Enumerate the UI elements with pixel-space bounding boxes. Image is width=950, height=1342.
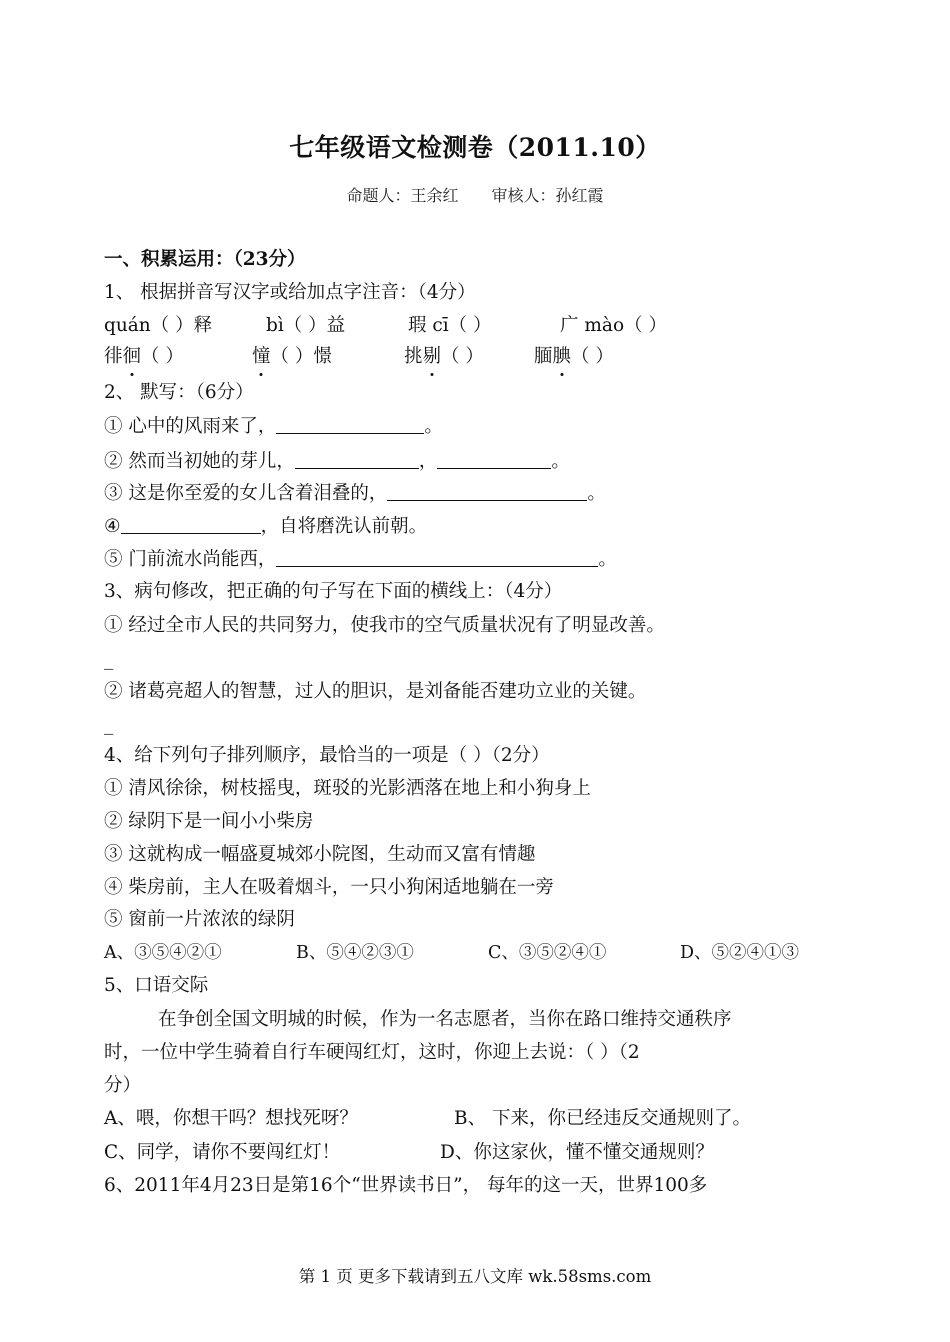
q4-option-d[interactable]: D、⑤②④①③ [680, 943, 800, 963]
answer-blank[interactable] [121, 515, 261, 534]
q2-line2 [104, 450, 570, 474]
answer-blank[interactable] [437, 450, 551, 469]
q1-item: 瑕 cī（ ） [408, 315, 492, 336]
q2-text: ， [418, 451, 438, 472]
page-title: 七年级语文检测卷（2011.10） [289, 133, 661, 162]
dotted-char: 徊 [122, 346, 142, 367]
q1-item [404, 345, 534, 369]
q4-option-a[interactable]: A、③⑤④②① [104, 943, 222, 963]
q5-option-c[interactable]: C、同学，请你不要闯红灯！ [104, 1142, 341, 1163]
q5-options-row1 [104, 1107, 751, 1131]
q1-blank: （ ） [141, 346, 184, 367]
q4-item: ⑤ 窗前一片浓浓的绿阴 [104, 909, 295, 930]
q5-prompt: 5、口语交际 [104, 975, 209, 996]
q1-char: 腼 [534, 346, 553, 367]
q2-text: ① 心中的风雨来了， [104, 416, 277, 437]
q5-option-b[interactable]: B、 下来，你已经违反交通规则了。 [454, 1108, 751, 1129]
q4-prompt: 4、给下列句子排列顺序，最恰当的一项是（ ）（2分） [104, 745, 550, 766]
q3-answer-mark: _ [104, 649, 114, 670]
q5-option-a[interactable]: A、喂，你想干吗？想找死呀？ [104, 1108, 358, 1129]
q5-option-d[interactable]: D、你这家伙，懂不懂交通规则？ [440, 1142, 714, 1163]
answer-blank[interactable] [295, 450, 419, 469]
q3-sentence-2: ② 诸葛亮超人的智慧，过人的胆识，是刘备能否建功立业的关键。 [104, 681, 647, 702]
q4-option-c[interactable]: C、③⑤②④① [488, 943, 607, 963]
q2-text: 。 [424, 416, 443, 437]
dotted-char: 腆 [552, 346, 572, 367]
q2-line4 [104, 515, 427, 539]
dotted-char: 剔 [422, 346, 442, 367]
q5-paragraph: 时，一位中学生骑着自行车硬闯红灯，这时，你迎上去说：（ ）（2 [104, 1042, 640, 1063]
dotted-char: 憧 [252, 346, 271, 367]
q3-prompt: 3、病句修改，把正确的句子写在下面的横线上：（4分） [104, 581, 563, 602]
page-footer: 第 1 页 更多下载请到五八文库 wk.58sms.com [298, 1267, 652, 1286]
q2-line5 [104, 548, 617, 572]
q4-item: ① 清风徐徐，树枝摇曳，斑驳的光影洒落在地上和小狗身上 [104, 778, 591, 799]
q1-blank: （ ）憬 [270, 346, 332, 367]
q3-answer-mark: _ [104, 714, 114, 735]
q4-option-b[interactable]: B、⑤④②③① [296, 943, 414, 963]
q1-item: bì（ ）益 [266, 315, 346, 336]
answer-blank[interactable] [276, 548, 598, 567]
q2-text: 。 [587, 483, 606, 504]
q1-item: 广 mào（ ） [560, 315, 667, 336]
q5-options-row2 [104, 1141, 714, 1165]
q1-item [534, 345, 614, 369]
q3-sentence-1: ① 经过全市人民的共同努力，使我市的空气质量状况有了明显改善。 [104, 615, 665, 636]
setter-label: 命题人：王余红 [346, 186, 459, 205]
q1-prompt: 1、 根据拼音写汉字或给加点字注音：（4分） [104, 282, 476, 303]
q5-paragraph: 在争创全国文明城的时候，作为一名志愿者，当你在路口维持交通秩序 [158, 1009, 732, 1030]
authors-line [0, 183, 950, 206]
q1-row1 [104, 314, 667, 338]
q4-item: ③ 这就构成一幅盛夏城郊小院图，生动而又富有情趣 [104, 844, 536, 865]
q2-text: ③ 这是你至爱的女儿含着泪叠的， [104, 483, 388, 504]
q1-char: 挑 [404, 346, 423, 367]
q2-line1 [104, 415, 443, 439]
q1-blank: （ ） [571, 346, 614, 367]
q4-item: ② 绿阴下是一间小小柴房 [104, 811, 314, 832]
q1-blank: （ ） [441, 346, 484, 367]
q4-options [104, 941, 799, 965]
q2-prompt: 2、 默写：（6分） [104, 382, 254, 403]
q2-text: ② 然而当初她的芽儿， [104, 451, 295, 472]
answer-blank[interactable] [387, 482, 587, 501]
q2-text: ④ [104, 516, 121, 537]
q1-item: quán（ ）释 [104, 315, 213, 336]
answer-blank[interactable] [276, 415, 424, 434]
q5-paragraph: 分） [104, 1075, 142, 1096]
q2-text: 。 [551, 451, 570, 472]
reviewer-label: 审核人：孙红霞 [491, 186, 604, 205]
q1-item [252, 345, 404, 369]
q2-text: ，自将磨洗认前朝。 [260, 516, 428, 537]
q6-text: 6、2011年4月23日是第16个“世界读书日”， 每年的这一天，世界100多 [104, 1175, 708, 1196]
q2-line3 [104, 482, 606, 506]
q1-char: 徘 [104, 346, 123, 367]
q2-text: 。 [598, 549, 617, 570]
section-heading: 一、积累运用：（23分） [104, 249, 306, 270]
q4-item: ④ 柴房前，主人在吸着烟斗，一只小狗闲适地躺在一旁 [104, 877, 554, 898]
q2-text: ⑤ 门前流水尚能西， [104, 549, 277, 570]
q1-item [104, 345, 252, 369]
q1-row2 [104, 345, 614, 369]
